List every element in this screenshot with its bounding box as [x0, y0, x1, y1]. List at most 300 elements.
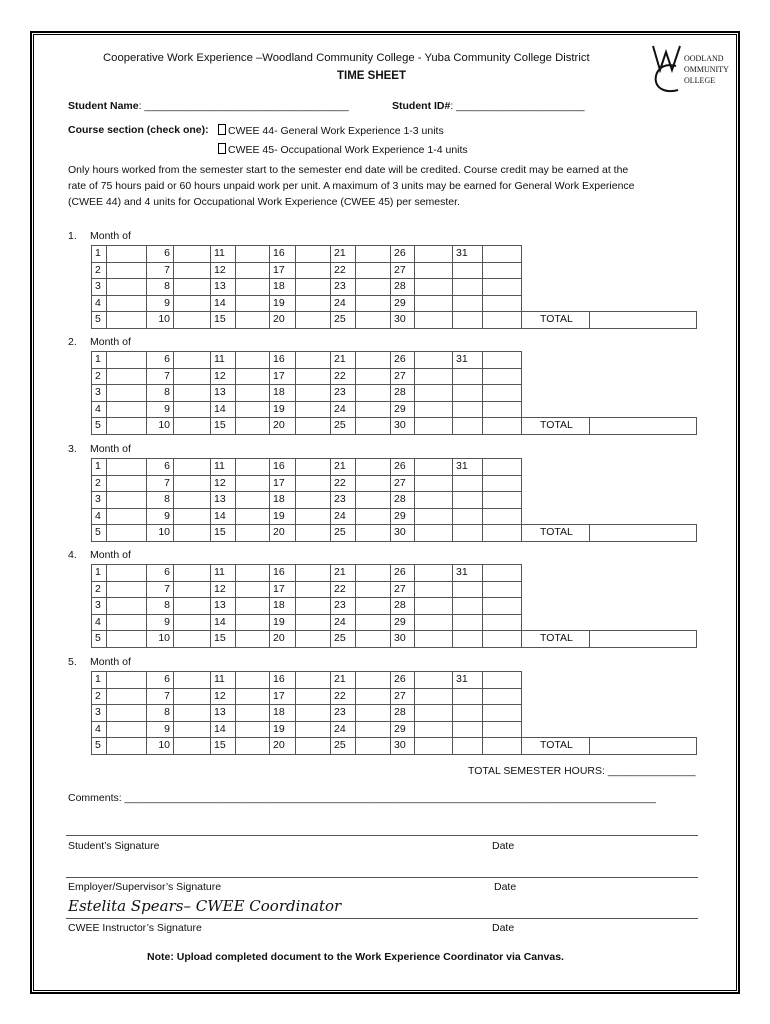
hours-cell[interactable]	[482, 524, 522, 542]
total-label: TOTAL	[521, 737, 590, 755]
hours-cell[interactable]	[235, 417, 270, 435]
hours-cell[interactable]	[106, 721, 147, 739]
coordinator-signature: Estelita Spears– CWEE Coordinator	[68, 897, 342, 915]
hours-cell[interactable]	[295, 737, 331, 755]
hours-cell[interactable]	[235, 721, 270, 739]
day-label: 11	[210, 245, 236, 263]
hours-cell[interactable]	[414, 311, 453, 329]
total-hours-cell[interactable]	[589, 737, 697, 755]
hours-cell[interactable]	[295, 704, 331, 722]
student-id-input[interactable]: : ______________________	[450, 100, 585, 112]
day-label: 12	[210, 262, 236, 280]
hours-cell[interactable]	[355, 688, 391, 706]
course-section-label: Course section (check one):	[68, 124, 209, 136]
hours-cell[interactable]	[295, 524, 331, 542]
hours-cell[interactable]	[173, 417, 211, 435]
hours-cell[interactable]	[235, 368, 270, 386]
total-hours-cell[interactable]	[589, 417, 697, 435]
day-label: 4	[91, 401, 107, 419]
day-label: 22	[330, 368, 356, 386]
hours-cell[interactable]	[173, 262, 211, 280]
day-label: 7	[146, 688, 174, 706]
hours-cell[interactable]	[173, 671, 211, 689]
hours-cell[interactable]	[355, 581, 391, 599]
hours-cell[interactable]	[235, 671, 270, 689]
hours-cell[interactable]	[482, 688, 522, 706]
day-label: 23	[330, 384, 356, 402]
day-label: 16	[269, 458, 296, 476]
day-label: 15	[210, 737, 236, 755]
hours-cell[interactable]	[106, 295, 147, 313]
hours-cell[interactable]	[414, 688, 453, 706]
hours-cell[interactable]	[295, 671, 331, 689]
hours-cell[interactable]	[106, 704, 147, 722]
day-label: 29	[390, 614, 415, 632]
day-label: 29	[390, 508, 415, 526]
hours-cell[interactable]	[295, 278, 331, 296]
hours-cell[interactable]	[235, 384, 270, 402]
day-label	[452, 688, 483, 706]
hours-cell[interactable]	[106, 384, 147, 402]
hours-cell[interactable]	[355, 630, 391, 648]
hours-cell[interactable]	[414, 417, 453, 435]
hours-cell[interactable]	[355, 262, 391, 280]
day-label: 25	[330, 737, 356, 755]
day-label: 17	[269, 581, 296, 599]
hours-cell[interactable]	[482, 311, 522, 329]
day-label: 20	[269, 737, 296, 755]
hours-cell[interactable]	[235, 295, 270, 313]
hours-cell[interactable]	[173, 401, 211, 419]
hours-cell[interactable]	[106, 417, 147, 435]
hours-cell[interactable]	[355, 721, 391, 739]
form-title: Cooperative Work Experience –Woodland Community College - Yuba Community College District	[103, 52, 590, 64]
hours-cell[interactable]	[355, 278, 391, 296]
day-label	[452, 721, 483, 739]
hours-cell[interactable]	[295, 688, 331, 706]
hours-cell[interactable]	[482, 671, 522, 689]
day-label: 31	[452, 458, 483, 476]
hours-cell[interactable]	[355, 295, 391, 313]
hours-cell[interactable]	[414, 671, 453, 689]
hours-cell[interactable]	[235, 351, 270, 369]
hours-cell[interactable]	[482, 597, 522, 615]
hours-cell[interactable]	[482, 475, 522, 493]
hours-cell[interactable]	[414, 368, 453, 386]
hours-cell[interactable]	[106, 311, 147, 329]
hours-cell[interactable]	[414, 262, 453, 280]
hours-cell[interactable]	[355, 458, 391, 476]
hours-cell[interactable]	[482, 630, 522, 648]
hours-cell[interactable]	[414, 614, 453, 632]
hours-cell[interactable]	[173, 491, 211, 509]
hours-cell[interactable]	[235, 245, 270, 263]
day-label: 18	[269, 491, 296, 509]
total-label: TOTAL	[521, 630, 590, 648]
hours-cell[interactable]	[295, 508, 331, 526]
day-label: 7	[146, 368, 174, 386]
day-label: 27	[390, 581, 415, 599]
day-label: 11	[210, 671, 236, 689]
student-id-field[interactable]	[392, 100, 585, 112]
day-label	[452, 311, 483, 329]
hours-cell[interactable]	[414, 564, 453, 582]
hours-cell[interactable]	[173, 368, 211, 386]
hours-cell[interactable]	[355, 245, 391, 263]
day-label: 8	[146, 491, 174, 509]
hours-cell[interactable]	[414, 704, 453, 722]
checkbox[interactable]	[218, 124, 226, 135]
hours-cell[interactable]	[173, 458, 211, 476]
day-label: 3	[91, 597, 107, 615]
hours-cell[interactable]	[295, 721, 331, 739]
day-label: 16	[269, 351, 296, 369]
day-label: 27	[390, 475, 415, 493]
hours-cell[interactable]	[355, 524, 391, 542]
day-label: 20	[269, 524, 296, 542]
day-label: 29	[390, 401, 415, 419]
day-label: 31	[452, 351, 483, 369]
day-label: 20	[269, 311, 296, 329]
day-label: 6	[146, 564, 174, 582]
day-label: 6	[146, 245, 174, 263]
day-label: 23	[330, 491, 356, 509]
hours-cell[interactable]	[173, 524, 211, 542]
hours-cell[interactable]	[295, 368, 331, 386]
hours-cell[interactable]	[414, 458, 453, 476]
hours-cell[interactable]	[355, 384, 391, 402]
hours-cell[interactable]	[482, 351, 522, 369]
day-label: 17	[269, 475, 296, 493]
hours-cell[interactable]	[235, 737, 270, 755]
day-label: 1	[91, 351, 107, 369]
day-label	[452, 737, 483, 755]
hours-cell[interactable]	[482, 262, 522, 280]
day-label	[452, 524, 483, 542]
total-label: TOTAL	[521, 311, 590, 329]
day-label: 25	[330, 524, 356, 542]
hours-cell[interactable]	[173, 508, 211, 526]
hours-cell[interactable]	[173, 384, 211, 402]
employer-signature-line[interactable]	[66, 877, 698, 878]
month-of-label[interactable]: Month of	[90, 656, 131, 668]
hours-cell[interactable]	[355, 311, 391, 329]
hours-cell[interactable]	[355, 508, 391, 526]
hours-cell[interactable]	[355, 401, 391, 419]
hours-cell[interactable]	[173, 737, 211, 755]
day-label: 2	[91, 368, 107, 386]
day-label: 26	[390, 458, 415, 476]
day-label: 16	[269, 564, 296, 582]
hours-cell[interactable]	[355, 564, 391, 582]
hours-cell[interactable]	[355, 491, 391, 509]
hours-cell[interactable]	[414, 508, 453, 526]
hours-cell[interactable]	[482, 401, 522, 419]
day-label: 23	[330, 597, 356, 615]
day-label: 24	[330, 508, 356, 526]
hours-cell[interactable]	[235, 262, 270, 280]
hours-cell[interactable]	[295, 351, 331, 369]
hours-cell[interactable]	[235, 508, 270, 526]
day-label: 4	[91, 508, 107, 526]
hours-cell[interactable]	[355, 737, 391, 755]
day-label: 19	[269, 401, 296, 419]
day-label: 3	[91, 491, 107, 509]
hours-cell[interactable]	[414, 721, 453, 739]
hours-cell[interactable]	[414, 524, 453, 542]
hours-cell[interactable]	[295, 401, 331, 419]
day-label: 4	[91, 721, 107, 739]
hours-cell[interactable]	[295, 384, 331, 402]
hours-cell[interactable]	[106, 491, 147, 509]
day-label: 15	[210, 417, 236, 435]
hours-cell[interactable]	[414, 491, 453, 509]
month-number: 5.	[68, 656, 77, 668]
hours-cell[interactable]	[235, 688, 270, 706]
hours-cell[interactable]	[173, 278, 211, 296]
hours-cell[interactable]	[106, 524, 147, 542]
hours-cell[interactable]	[295, 581, 331, 599]
total-hours-cell[interactable]	[589, 630, 697, 648]
hours-cell[interactable]	[235, 597, 270, 615]
day-label: 13	[210, 384, 236, 402]
day-label: 5	[91, 311, 107, 329]
checkbox[interactable]	[218, 143, 226, 154]
day-label	[452, 581, 483, 599]
day-label: 3	[91, 704, 107, 722]
hours-cell[interactable]	[235, 581, 270, 599]
day-label	[452, 401, 483, 419]
hours-cell[interactable]	[235, 311, 270, 329]
day-label: 29	[390, 295, 415, 313]
hours-cell[interactable]	[106, 351, 147, 369]
hours-cell[interactable]	[106, 245, 147, 263]
hours-cell[interactable]	[106, 368, 147, 386]
hours-cell[interactable]	[235, 475, 270, 493]
day-label: 14	[210, 614, 236, 632]
total-hours-cell[interactable]	[589, 311, 697, 329]
date-label: Date	[492, 840, 515, 852]
month-number: 1.	[68, 230, 77, 242]
hours-cell[interactable]	[235, 401, 270, 419]
option-label: CWEE 45- Occupational Work Experience 1-4 units	[228, 144, 468, 156]
hours-cell[interactable]	[235, 614, 270, 632]
hours-cell[interactable]	[173, 581, 211, 599]
option-cwee44[interactable]	[218, 124, 444, 137]
instructor-signature-line[interactable]	[66, 918, 698, 919]
hours-cell[interactable]	[173, 351, 211, 369]
day-label: 21	[330, 458, 356, 476]
hours-cell[interactable]	[106, 614, 147, 632]
day-label: 14	[210, 721, 236, 739]
hours-cell[interactable]	[414, 278, 453, 296]
hours-cell[interactable]	[235, 704, 270, 722]
hours-cell[interactable]	[295, 564, 331, 582]
hours-cell[interactable]	[355, 597, 391, 615]
hours-cell[interactable]	[295, 475, 331, 493]
total-label: TOTAL	[521, 417, 590, 435]
hours-cell[interactable]	[235, 564, 270, 582]
hours-cell[interactable]	[106, 597, 147, 615]
day-label: 6	[146, 351, 174, 369]
hours-cell[interactable]	[482, 704, 522, 722]
day-label: 26	[390, 564, 415, 582]
hours-cell[interactable]	[235, 458, 270, 476]
day-label: 26	[390, 351, 415, 369]
hours-cell[interactable]	[414, 384, 453, 402]
hours-cell[interactable]	[355, 671, 391, 689]
hours-cell[interactable]	[414, 295, 453, 313]
hours-cell[interactable]	[482, 245, 522, 263]
day-label: 30	[390, 417, 415, 435]
day-label: 9	[146, 508, 174, 526]
instructor-signature-label: CWEE Instructor’s Signature	[68, 922, 202, 934]
day-label: 15	[210, 524, 236, 542]
hours-cell[interactable]	[295, 417, 331, 435]
hours-cell[interactable]	[414, 245, 453, 263]
hours-cell[interactable]	[482, 368, 522, 386]
day-label: 30	[390, 311, 415, 329]
month-of-label[interactable]: Month of	[90, 230, 131, 242]
day-label: 27	[390, 688, 415, 706]
hours-cell[interactable]	[295, 262, 331, 280]
hours-cell[interactable]	[173, 295, 211, 313]
hours-cell[interactable]	[295, 245, 331, 263]
hours-cell[interactable]	[482, 721, 522, 739]
day-label: 18	[269, 384, 296, 402]
hours-cell[interactable]	[173, 721, 211, 739]
hours-cell[interactable]	[482, 384, 522, 402]
hours-cell[interactable]	[106, 737, 147, 755]
day-label: 11	[210, 351, 236, 369]
hours-cell[interactable]	[295, 597, 331, 615]
day-label: 8	[146, 597, 174, 615]
day-label: 4	[91, 295, 107, 313]
day-label: 15	[210, 630, 236, 648]
hours-cell[interactable]	[295, 311, 331, 329]
hours-cell[interactable]	[355, 704, 391, 722]
day-label: 30	[390, 737, 415, 755]
day-label: 17	[269, 262, 296, 280]
day-label	[452, 384, 483, 402]
day-label: 21	[330, 351, 356, 369]
hours-cell[interactable]	[414, 597, 453, 615]
day-label: 14	[210, 295, 236, 313]
option-cwee45[interactable]	[218, 143, 468, 156]
hours-cell[interactable]	[414, 475, 453, 493]
hours-cell[interactable]	[106, 630, 147, 648]
hours-cell[interactable]	[482, 491, 522, 509]
student-signature-label: Student’s Signature	[68, 840, 160, 852]
hours-cell[interactable]	[173, 614, 211, 632]
hours-cell[interactable]	[414, 581, 453, 599]
hours-cell[interactable]	[106, 278, 147, 296]
comments-field[interactable]: Comments: ___________________________________________________________________________________________	[68, 792, 656, 804]
hours-cell[interactable]	[173, 597, 211, 615]
hours-cell[interactable]	[106, 458, 147, 476]
hours-cell[interactable]	[173, 475, 211, 493]
hours-cell[interactable]	[482, 581, 522, 599]
hours-cell[interactable]	[106, 475, 147, 493]
hours-cell[interactable]	[295, 458, 331, 476]
hours-cell[interactable]	[173, 704, 211, 722]
hours-cell[interactable]	[173, 688, 211, 706]
hours-cell[interactable]	[295, 614, 331, 632]
hours-cell[interactable]	[355, 475, 391, 493]
hours-cell[interactable]	[482, 508, 522, 526]
student-name-field[interactable]	[68, 100, 349, 112]
hours-cell[interactable]	[482, 278, 522, 296]
hours-cell[interactable]	[235, 630, 270, 648]
hours-cell[interactable]	[173, 630, 211, 648]
hours-cell[interactable]	[295, 630, 331, 648]
logo-text: OODLAND	[684, 54, 724, 63]
hours-cell[interactable]	[235, 278, 270, 296]
hours-cell[interactable]	[235, 491, 270, 509]
day-label: 20	[269, 417, 296, 435]
hours-cell[interactable]	[414, 737, 453, 755]
day-label: 9	[146, 401, 174, 419]
hours-cell[interactable]	[106, 564, 147, 582]
hours-cell[interactable]	[106, 688, 147, 706]
day-label: 28	[390, 384, 415, 402]
hours-cell[interactable]	[482, 417, 522, 435]
day-label: 18	[269, 704, 296, 722]
hours-cell[interactable]	[106, 581, 147, 599]
day-label	[452, 491, 483, 509]
hours-cell[interactable]	[414, 351, 453, 369]
hours-cell[interactable]	[106, 262, 147, 280]
student-name-input[interactable]: : ___________________________________	[138, 100, 349, 112]
total-hours-cell[interactable]	[589, 524, 697, 542]
hours-cell[interactable]	[173, 311, 211, 329]
hours-cell[interactable]	[414, 401, 453, 419]
hours-cell[interactable]	[482, 737, 522, 755]
hours-cell[interactable]	[295, 295, 331, 313]
hours-cell[interactable]	[482, 564, 522, 582]
hours-cell[interactable]	[173, 564, 211, 582]
month-of-label[interactable]: Month of	[90, 336, 131, 348]
upload-note: Note: Upload completed document to the Work Experience Coordinator via Canvas.	[147, 951, 564, 963]
hours-cell[interactable]	[235, 524, 270, 542]
hours-cell[interactable]	[355, 351, 391, 369]
hours-cell[interactable]	[482, 295, 522, 313]
day-label	[452, 475, 483, 493]
student-signature-line[interactable]	[66, 835, 698, 836]
month-of-label[interactable]: Month of	[90, 443, 131, 455]
hours-cell[interactable]	[414, 630, 453, 648]
total-semester-hours[interactable]: TOTAL SEMESTER HOURS: _______________	[468, 765, 696, 777]
day-label: 10	[146, 737, 174, 755]
day-label: 3	[91, 278, 107, 296]
hours-cell[interactable]	[106, 401, 147, 419]
hours-cell[interactable]	[482, 614, 522, 632]
hours-cell[interactable]	[295, 491, 331, 509]
hours-cell[interactable]	[355, 368, 391, 386]
hours-cell[interactable]	[355, 417, 391, 435]
day-label: 12	[210, 475, 236, 493]
day-label: 17	[269, 688, 296, 706]
hours-cell[interactable]	[173, 245, 211, 263]
month-of-label[interactable]: Month of	[90, 549, 131, 561]
day-label: 24	[330, 401, 356, 419]
day-label: 5	[91, 417, 107, 435]
hours-cell[interactable]	[482, 458, 522, 476]
hours-cell[interactable]	[355, 614, 391, 632]
day-label: 2	[91, 688, 107, 706]
hours-cell[interactable]	[106, 508, 147, 526]
hours-cell[interactable]	[106, 671, 147, 689]
